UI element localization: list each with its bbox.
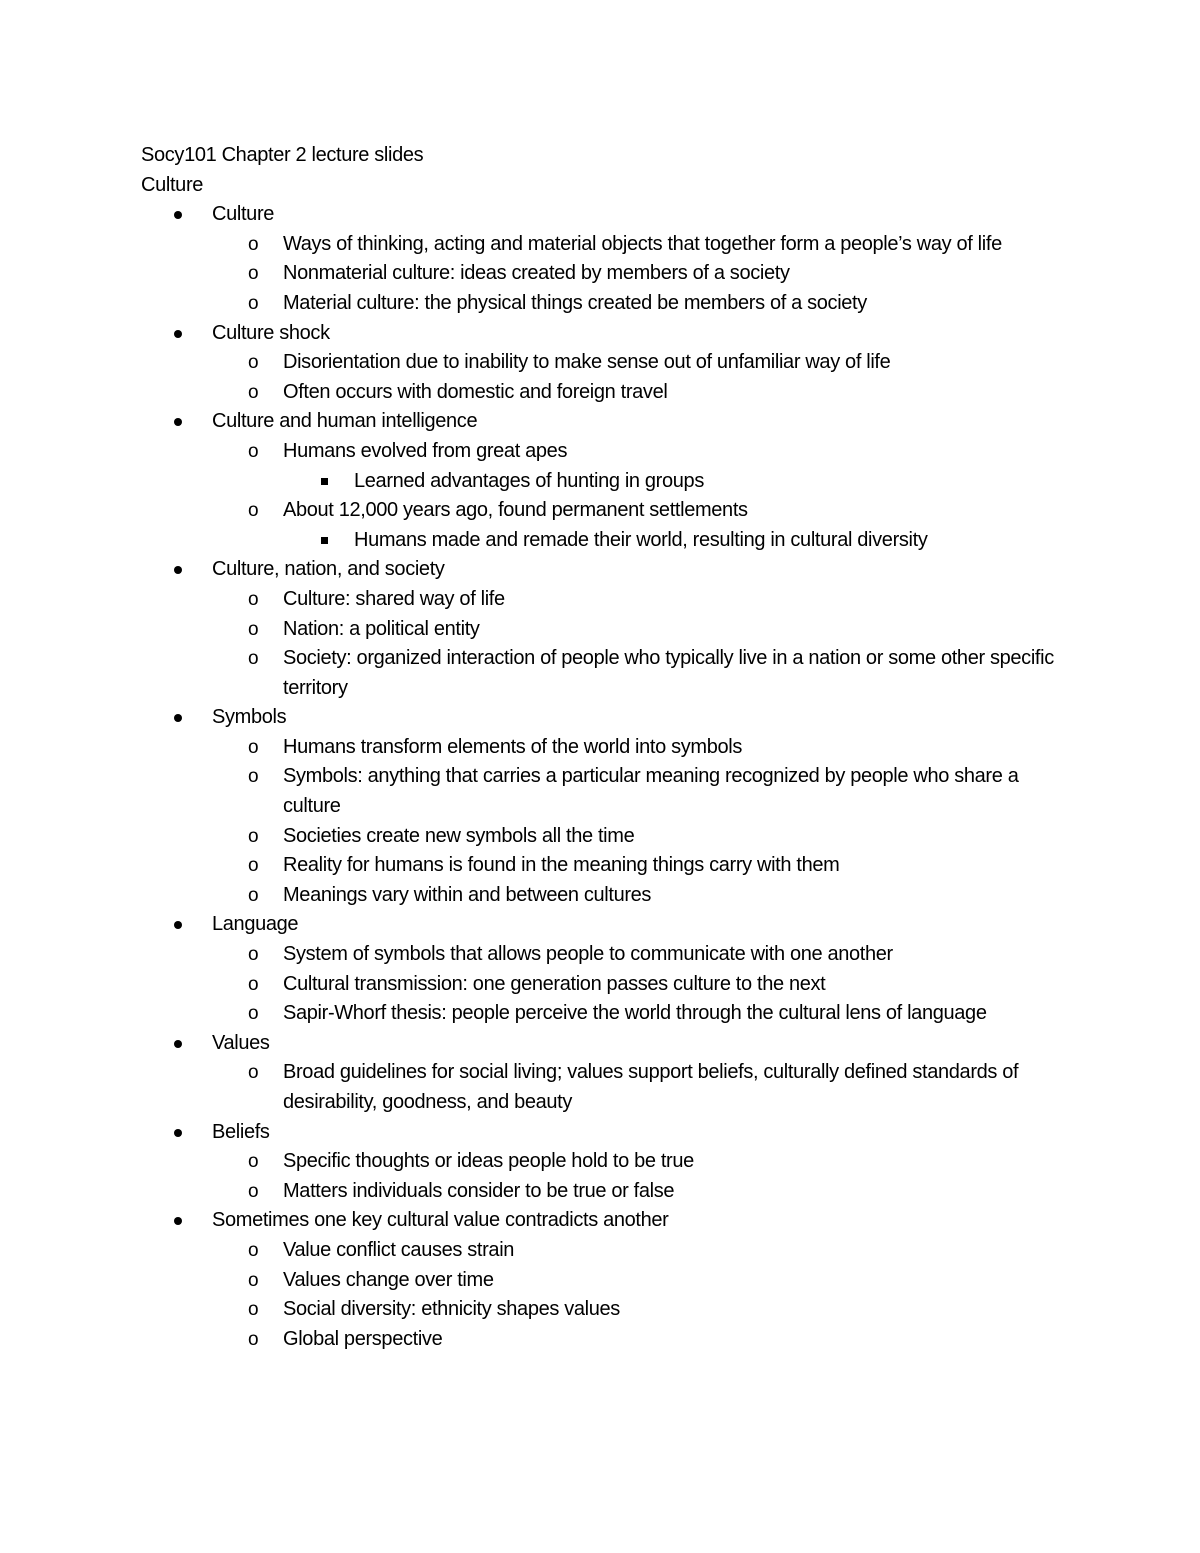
outline-section	[141, 200, 1061, 318]
outline-item	[212, 496, 1061, 555]
outline-subitem	[283, 526, 1061, 556]
section-items	[212, 585, 1061, 703]
bullet-circle-icon: o	[248, 352, 259, 374]
section-label: Values	[212, 1031, 270, 1054]
item-text: Matters individuals consider to be true or false	[283, 1179, 675, 1202]
item-text: Global perspective	[283, 1327, 443, 1350]
outline-section	[141, 407, 1061, 555]
section-items	[212, 1236, 1061, 1354]
item-text: Humans evolved from great apes	[283, 439, 568, 462]
bullet-circle-icon: o	[248, 884, 259, 906]
section-label: Symbols	[212, 706, 287, 729]
bullet-disc-icon	[174, 1129, 182, 1137]
outline-item	[212, 644, 1061, 703]
outline-item	[212, 585, 1061, 615]
bullet-circle-icon: o	[248, 292, 259, 314]
bullet-disc-icon	[174, 330, 182, 338]
item-text: System of symbols that allows people to communicate with one another	[283, 943, 893, 966]
outline-list	[141, 200, 1061, 1354]
bullet-circle-icon: o	[248, 1180, 259, 1202]
item-text: Cultural transmission: one generation passes culture to the next	[283, 972, 826, 995]
outline-item	[212, 1325, 1061, 1355]
item-text: Humans transform elements of the world into symbols	[283, 735, 743, 758]
bullet-disc-icon	[174, 1040, 182, 1048]
bullet-circle-icon: o	[248, 1269, 259, 1291]
bullet-circle-icon: o	[248, 233, 259, 255]
outline-item	[212, 289, 1061, 319]
outline-item	[212, 615, 1061, 645]
item-subitems	[283, 467, 1061, 497]
outline-section	[141, 1206, 1061, 1354]
item-text: Broad guidelines for social living; values support beliefs, culturally defined standards of desirability, goodness, and beauty	[283, 1061, 1019, 1113]
item-text: Often occurs with domestic and foreign travel	[283, 380, 668, 403]
section-label: Beliefs	[212, 1120, 270, 1143]
bullet-circle-icon: o	[248, 381, 259, 403]
bullet-circle-icon: o	[248, 855, 259, 877]
section-label: Culture	[212, 203, 275, 226]
section-items	[212, 1058, 1061, 1117]
section-label: Culture, nation, and society	[212, 558, 445, 581]
item-text: Material culture: the physical things created be members of a society	[283, 291, 867, 314]
bullet-circle-icon: o	[248, 973, 259, 995]
outline-section	[141, 1118, 1061, 1207]
outline-section	[141, 910, 1061, 1028]
bullet-disc-icon	[174, 566, 182, 574]
bullet-circle-icon: o	[248, 1003, 259, 1025]
bullet-circle-icon: o	[248, 618, 259, 640]
bullet-circle-icon: o	[248, 500, 259, 522]
bullet-circle-icon: o	[248, 825, 259, 847]
bullet-disc-icon	[174, 1217, 182, 1225]
outline-item	[212, 970, 1061, 1000]
outline-item	[212, 1236, 1061, 1266]
item-text: Value conflict causes strain	[283, 1238, 515, 1261]
outline-section	[141, 1029, 1061, 1118]
item-text: Reality for humans is found in the meaning things carry with them	[283, 854, 840, 877]
outline-item	[212, 1147, 1061, 1177]
section-label: Sometimes one key cultural value contradicts another	[212, 1209, 669, 1232]
document-content	[141, 141, 1061, 1354]
outline-item	[212, 762, 1061, 821]
item-text: Sapir-Whorf thesis: people perceive the world through the cultural lens of language	[283, 1002, 987, 1025]
outline-item	[212, 733, 1061, 763]
section-items	[212, 733, 1061, 911]
bullet-circle-icon: o	[248, 588, 259, 610]
outline-item	[212, 999, 1061, 1029]
outline-item	[212, 437, 1061, 496]
bullet-circle-icon: o	[248, 648, 259, 670]
bullet-square-icon	[321, 537, 328, 544]
item-text: Societies create new symbols all the time	[283, 824, 635, 847]
bullet-circle-icon: o	[248, 1151, 259, 1173]
outline-item	[212, 259, 1061, 289]
item-text: Society: organized interaction of people who typically live in a nation or some other specific territory	[283, 647, 1054, 699]
bullet-disc-icon	[174, 418, 182, 426]
outline-item	[212, 378, 1061, 408]
outline-item	[212, 851, 1061, 881]
outline-item	[212, 940, 1061, 970]
item-text: Ways of thinking, acting and material objects that together form a people’s way of life	[283, 232, 1002, 255]
outline-item	[212, 348, 1061, 378]
item-text: Nonmaterial culture: ideas created by members of a society	[283, 262, 790, 285]
subitem-text: Humans made and remade their world, resulting in cultural diversity	[354, 528, 928, 551]
outline-item	[212, 1058, 1061, 1117]
bullet-circle-icon: o	[248, 736, 259, 758]
outline-item	[212, 881, 1061, 911]
section-label: Culture and human intelligence	[212, 410, 478, 433]
bullet-circle-icon: o	[248, 1328, 259, 1350]
section-items	[212, 348, 1061, 407]
outline-section	[141, 555, 1061, 703]
outline-item	[212, 1266, 1061, 1296]
item-text: Nation: a political entity	[283, 617, 480, 640]
bullet-disc-icon	[174, 211, 182, 219]
bullet-disc-icon	[174, 714, 182, 722]
section-items	[212, 230, 1061, 319]
outline-section	[141, 319, 1061, 408]
item-text: Disorientation due to inability to make sense out of unfamiliar way of life	[283, 351, 891, 374]
item-text: About 12,000 years ago, found permanent settlements	[283, 499, 748, 522]
bullet-circle-icon: o	[248, 1062, 259, 1084]
document-title: Socy101 Chapter 2 lecture slides	[141, 144, 424, 166]
outline-item	[212, 1177, 1061, 1207]
outline-section	[141, 703, 1061, 910]
document-heading: Culture	[141, 173, 204, 196]
bullet-circle-icon: o	[248, 1299, 259, 1321]
section-label: Culture shock	[212, 321, 330, 344]
bullet-circle-icon: o	[248, 1239, 259, 1261]
item-subitems	[283, 526, 1061, 556]
section-label: Language	[212, 913, 299, 936]
outline-item	[212, 230, 1061, 260]
subitem-text: Learned advantages of hunting in groups	[354, 469, 704, 492]
bullet-square-icon	[321, 478, 328, 485]
item-text: Social diversity: ethnicity shapes values	[283, 1298, 620, 1321]
outline-item	[212, 1295, 1061, 1325]
outline-item	[212, 822, 1061, 852]
section-items	[212, 1147, 1061, 1206]
outline-subitem	[283, 467, 1061, 497]
bullet-circle-icon: o	[248, 440, 259, 462]
bullet-circle-icon: o	[248, 766, 259, 788]
bullet-circle-icon: o	[248, 944, 259, 966]
item-text: Specific thoughts or ideas people hold to be true	[283, 1150, 694, 1173]
item-text: Culture: shared way of life	[283, 587, 505, 610]
item-text: Meanings vary within and between cultures	[283, 883, 652, 906]
item-text: Symbols: anything that carries a particular meaning recognized by people who share a culture	[283, 765, 1019, 818]
section-items	[212, 437, 1061, 555]
section-items	[212, 940, 1061, 1029]
item-text: Values change over time	[283, 1268, 494, 1291]
bullet-circle-icon: o	[248, 263, 259, 285]
bullet-disc-icon	[174, 921, 182, 929]
